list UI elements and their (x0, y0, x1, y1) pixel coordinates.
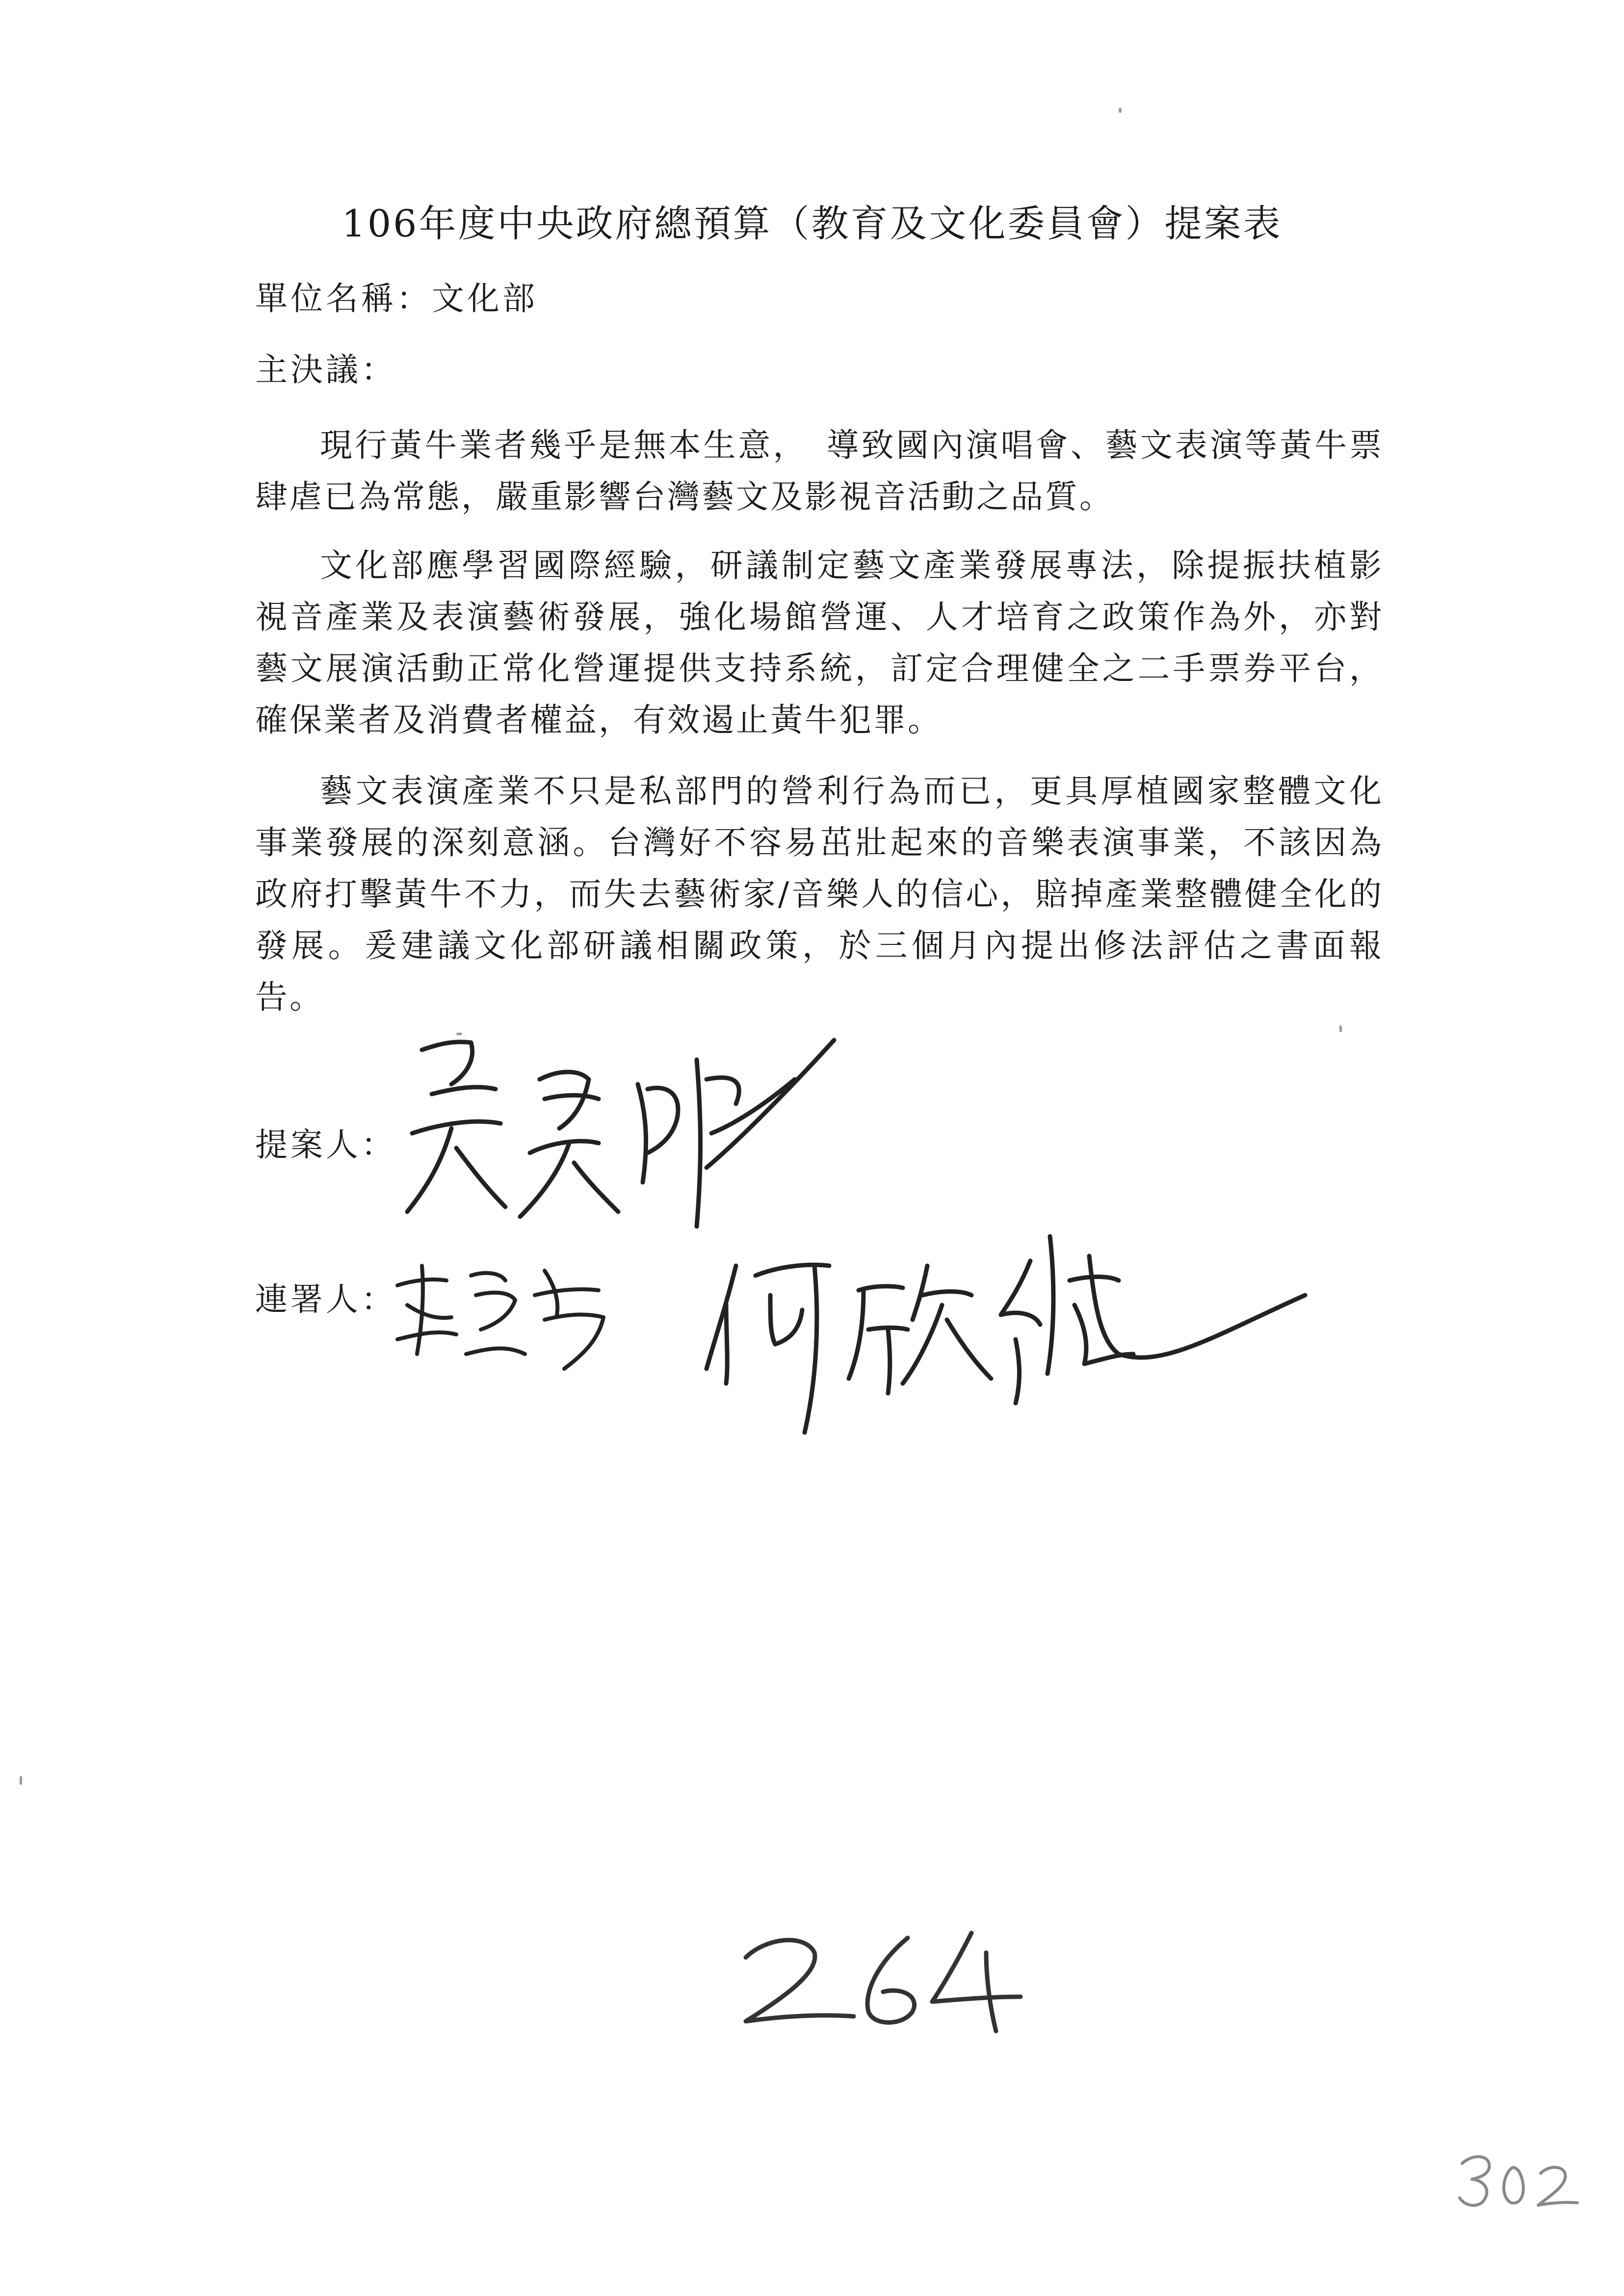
main-resolution-label: 主決議： (255, 351, 396, 389)
paragraph-3: 藝文表演產業不只是私部門的營利行為而已，更具厚植國家整體文化事業發展的深刻意涵。台灣好不容易茁壯起來的音樂表演事業，不該因為政府打擊黃牛不力，而失去藝術家/音樂人的信心，賠掉產業整體健全化的發展。爰建議文化部研議相關政策，於三個月內提出修法評估之書面報告。 (255, 772, 1384, 1016)
scan-speck (20, 1776, 22, 1785)
scan-speck (456, 1033, 462, 1035)
scan-speck (1339, 1025, 1342, 1032)
cosigner-signature-1 (388, 1256, 623, 1383)
document-title: 106年度中央政府總預算（教育及文化委員會）提案表 (341, 202, 1283, 245)
proposer-label: 提案人： (255, 1126, 396, 1164)
cosigner-label: 連署人： (255, 1280, 396, 1318)
margin-page-number (1452, 2144, 1580, 2215)
handwritten-page-number (726, 1923, 1030, 2038)
unit-name: 單位名稱：文化部 (255, 280, 538, 317)
scan-speck (1119, 108, 1122, 113)
paragraph-2: 文化部應學習國際經驗，研議制定藝文產業發展專法，除提振扶植影視音產業及表演藝術發展，強化場館營運、人才培育之政策作為外，亦對藝文展演活動正常化營運提供支持系統，訂定合理健全之二手票券平台，確保業者及消費者權益，有效遏止黃牛犯罪。 (255, 547, 1384, 739)
cosigner-signature-2 (697, 1207, 1315, 1442)
paragraph-1: 現行黃牛業者幾乎是無本生意， 導致國內演唱會、藝文表演等黃牛票肆虐已為常態，嚴重影響台灣藝文及影視音活動之品質。 (255, 426, 1384, 516)
